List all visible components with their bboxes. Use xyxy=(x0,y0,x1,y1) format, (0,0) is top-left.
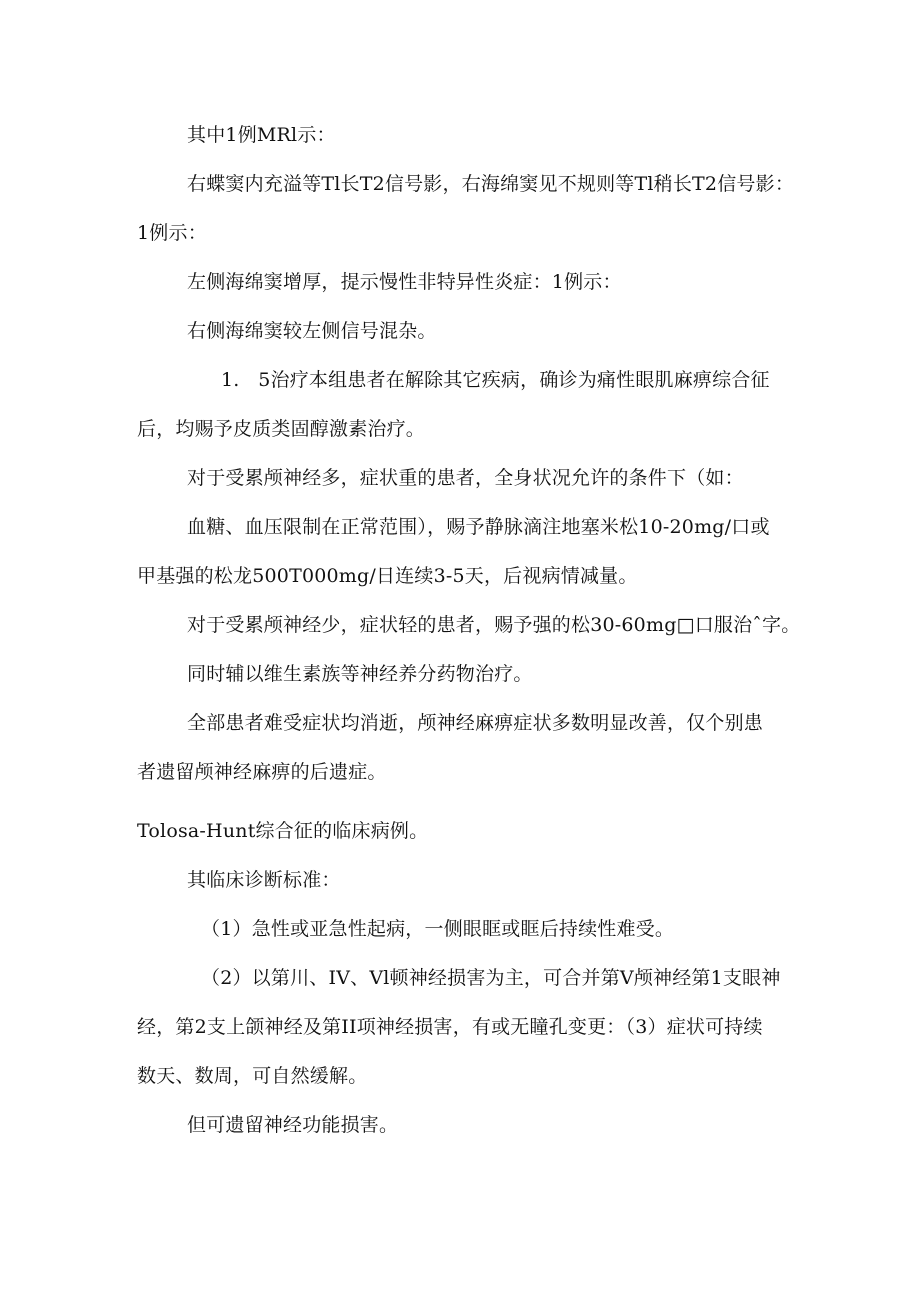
text-line-residual-damage: 但可遗留神经功能损害。 xyxy=(187,1114,399,1136)
text-line-severe-cases-2: 血糖、血压限制在正常范围），赐予静脉滴注地塞米松10-20mg/口或 xyxy=(187,516,770,538)
text-line-section-title: Tolosa-Hunt综合征的临床病例。 xyxy=(137,820,429,842)
text-line-mri-finding-1-cont: 1例示： xyxy=(137,222,207,244)
text-line-mri-intro: 其中1例MRl示： xyxy=(187,124,336,146)
text-line-mri-finding-2: 左侧海绵窦增厚，提示慢性非特异性炎症：1例示： xyxy=(187,271,622,293)
text-line-criteria-intro: 其临床诊断标准： xyxy=(187,869,341,891)
text-line-treatment-cont: 后，均赐予皮质类固醇激素治疗。 xyxy=(137,418,426,440)
text-line-criterion-3-cont: 数天、数周，可自然缓解。 xyxy=(137,1065,368,1087)
text-line-mild-cases: 对于受累颅神经少，症状轻的患者，赐予强的松30-60mg□口服治ˆ字。 xyxy=(187,614,801,636)
text-line-criterion-2: （2）以第川、IV、Vl顿神经损害为主，可合并第V颅神经第1支眼神 xyxy=(201,967,781,989)
text-line-severe-cases-3: 甲基强的松龙500T000mg/日连续3-5天，后视病情减量。 xyxy=(137,565,638,587)
text-line-mri-finding-1: 右蝶窦内充溢等Tl长T2信号影，右海绵窦见不规则等Tl稍长T2信号影： xyxy=(187,173,795,195)
text-line-severe-cases: 对于受累颅神经多，症状重的患者，全身状况允许的条件下（如： xyxy=(187,467,744,489)
text-line-outcome-cont: 者遗留颅神经麻痹的后遗症。 xyxy=(137,761,387,783)
text-line-treatment-heading: 1. 5治疗本组患者在解除其它疾病，确诊为痛性眼肌麻痹综合征 xyxy=(221,369,770,391)
text-line-supplement: 同时辅以维生素族等神经养分药物治疗。 xyxy=(187,663,533,685)
text-line-criterion-1: （1）急性或亚急性起病，一侧眼眶或眶后持续性难受。 xyxy=(201,918,675,940)
text-line-mri-finding-3: 右侧海绵窦较左侧信号混杂。 xyxy=(187,320,437,342)
text-line-criterion-2-cont: 经，第2支上颌神经及第II项神经损害，有或无瞳孔变更：（3）症状可持续 xyxy=(137,1016,763,1038)
text-line-outcome: 全部患者难受症状均消逝，颅神经麻痹症状多数明显改善，仅个别患 xyxy=(187,712,764,734)
